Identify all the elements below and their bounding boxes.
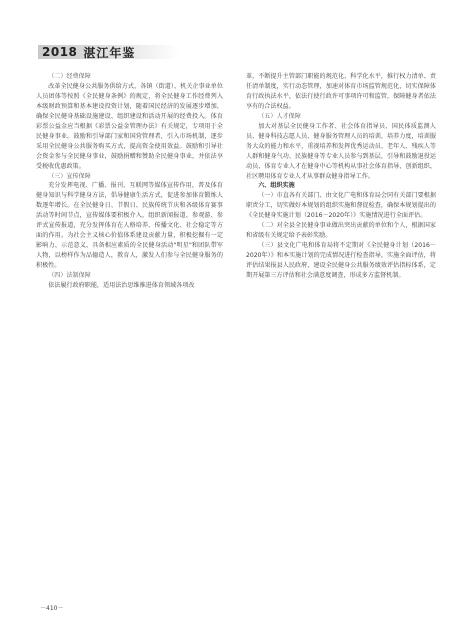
header-book-title: 湛江年鉴 xyxy=(83,45,136,60)
paragraph: （三）县文化广电和体育局将不定期对《全民健身计划（2016－2020年）》和本实施计划的完成情况进行检查指导，实施全面评估，将评估结果报县人民政府，建设全民健身公共服务绩效评估指标体系，定期开展第三方评估和社会满意度调查，形成多方监督机制。 xyxy=(246,242,436,280)
subheading: （五）人才保障 xyxy=(258,112,301,120)
section-heading: 六、组织实施 xyxy=(258,182,295,190)
right-column xyxy=(246,72,436,281)
paragraph: 充分发挥电视、广播、报刊、互联网等媒体宣传作用，普及体育健身知识与科学健身方法，倡导健康生活方式，促进参加体育锻炼人数逐年增长。在全民健身日、节假日、民族传统节庆和各级体育赛事活动等时间节点，宣传媒体要积极介入，组织新闻报道、参观游、参评式宣传报道，充分发挥体育在人格培养、传播文化、社会稳定等方面的作用。为社会主义核心价值体系建设贡献力量，积极挖掘有一定影响力、示范意义、具备相应素质的全民健身活动"明星"和团队带军人物，以榜样作为品德造人，教育人，激发人们参与全民健身服务的积极性。 xyxy=(36,182,223,270)
left-column xyxy=(36,72,223,291)
paragraph: 加大对基层全民健身工作者、社会体育指导员、国民体质监测人员、健身科技志愿人员、健身服务管理人员的培训，培养力度，培训服务大众的能力和水平，重视培养和发挥优秀运动员、老年人、残疾人等人群和健身气功、民族健身等专业人员参与到基层，引导和鼓励退役运动员、体育专业人才在健身中心等机构从事社会体育指导，创新组织、社区聘用体育专业人才从事群众健身指导工作。 xyxy=(246,122,436,180)
subheading: （四）法制保障 xyxy=(48,272,91,280)
subheading: （二）经费保障 xyxy=(48,73,91,80)
page-number: －410－ xyxy=(40,605,64,612)
subheading: （三）宣传保障 xyxy=(48,172,91,180)
paragraph: （一）市直各有关部门、由文化广电和体育局会同有关部门要根据职责分工，切实做好本规划的组织实施和督促检查，确保本规划提出的《全民健身实施计划（2016－2020年）》实施情况进行全面评估。 xyxy=(246,192,436,220)
header-year: 2018 xyxy=(42,45,78,59)
paragraph-continued: 革，不断提升主管部门职能的规范化、科学化水平，推行权力清单、责任清单制度，实行动态管理，加速对体育市场监管规范化，切实保障体育行政执法水平，依法行使行政许可事项许可和监管，保障健身者依法享有的合法权益。 xyxy=(246,73,436,110)
page-header xyxy=(38,45,180,59)
paragraph: 依法履行政府职能，适用法治思维推进体育领域各项改 xyxy=(48,282,195,290)
paragraph: （二）对全县全民健身事业做出突出贡献的单位和个人，根据国家和省级有关规定给予表彰奖励。 xyxy=(246,222,436,240)
paragraph: 改革全民健身公共服务供给方式，各镇（街道）、机关企事业单位人员团体等按照《全民健身条例》的规定，将全民健身工作经费列入本级财政预算和基本建设投资计划，随着国民经济的发展逐步增加，确保全民健身基础设施建设、组织建设和活动开展的经费投入。体育彩票公益金应当根据《彩票公益金管理办法》有关规定，专项用于全民健身事业。鼓励和引导部门家和国营管理者，引入市场机制，逐步采用全民健身公共服务购买方式，提高资金使用效益。鼓励和引导社会资金参与全民健身事业，鼓励捐赠和赞助全民健身事业，并依法享受税收优惠政策。 xyxy=(36,82,223,170)
